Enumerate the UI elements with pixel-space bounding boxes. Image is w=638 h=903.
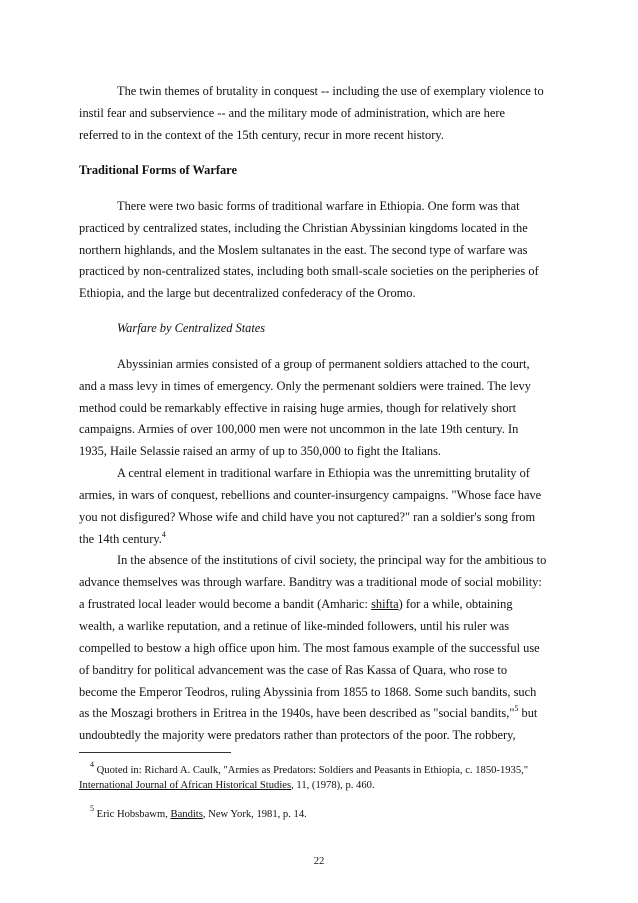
- line-text: the 14th century.: [79, 532, 162, 546]
- paragraph-line: practiced by non-centralized states, including both small-scale societies on the peripheries of: [79, 264, 539, 278]
- footnote-text: , 11, (1978), p. 460.: [291, 780, 375, 791]
- paragraph-line: compelled to bestow a high office upon him. The most famous example of the successful use: [79, 641, 540, 655]
- paragraph-line: instil fear and subservience -- and the military mode of administration, which are here: [79, 106, 505, 120]
- footnote-ref-5[interactable]: 5: [514, 703, 519, 713]
- paragraph-line: [79, 531, 166, 547]
- footnote-4: [90, 760, 529, 778]
- paragraph-line: Abyssinian armies consisted of a group of permanent soldiers attached to the court,: [117, 357, 530, 371]
- paragraph-line: method could be remarkably effective in raising huge armies, though for relatively short: [79, 401, 517, 415]
- term-shifta: shifta: [371, 597, 399, 611]
- journal-title: International Journal of African Historical Studies: [79, 780, 292, 791]
- paragraph-line: campaigns. Armies of over 100,000 men were not uncommon in the late 19th century. In: [79, 422, 519, 436]
- paragraph-line: advance themselves was through warfare. Banditry was a traditional mode of social mobility:: [79, 575, 542, 589]
- paragraph-line: In the absence of the institutions of civil society, the principal way for the ambitious to: [117, 553, 547, 567]
- line-text: as the Moszagi brothers in Eritrea in the 1940s, have been described as "social bandits,": [79, 706, 515, 720]
- footnote-separator: [79, 752, 231, 753]
- paragraph-line: The twin themes of brutality in conquest -- including the use of exemplary violence to: [117, 84, 544, 98]
- paragraph-line: of banditry for political advancement was the case of Ras Kassa of Quara, who rose to: [79, 663, 508, 677]
- paragraph-line: 1935, Haile Selassie raised an army of up to 350,000 to fight the Italians.: [79, 444, 442, 458]
- paragraph-line: and a mass levy in times of emergency. Only the permenant soldiers were trained. The levy: [79, 379, 531, 393]
- paragraph-line: Ethiopia, and the large but decentralized confederacy of the Oromo.: [79, 286, 416, 300]
- line-text: but: [518, 706, 538, 720]
- line-text: ) for a while, obtaining: [398, 597, 513, 611]
- paragraph-line: practiced by centralized states, including the Christian Abyssinian kingdoms located in the: [79, 221, 528, 235]
- paragraph-line: you not disfigured? Whose wife and child have you not captured?" ran a soldier's song from: [79, 510, 536, 524]
- footnote-number: 5: [90, 804, 94, 814]
- footnote-5: [90, 804, 307, 822]
- paragraph-line: undoubtedly the majority were predators rather than protectors of the poor. The robbery,: [79, 728, 516, 742]
- footnote-4-continued: [79, 779, 375, 793]
- paragraph-line: wealth, a warlike reputation, and a retinue of like-minded followers, until his ruler was: [79, 619, 510, 633]
- page-number: 22: [313, 856, 325, 867]
- paragraph-line: There were two basic forms of traditional warfare in Ethiopia. One form was that: [117, 199, 520, 213]
- footnote-text: , New York, 1981, p. 14.: [202, 809, 307, 820]
- paragraph-line: [79, 596, 513, 612]
- subsection-heading: Warfare by Centralized States: [117, 321, 266, 335]
- section-heading: Traditional Forms of Warfare: [79, 163, 237, 177]
- paragraph-line: become the Emperor Teodros, ruling Abyssinia from 1855 to 1868. Some such bandits, such: [79, 685, 537, 699]
- book-title: Bandits: [170, 809, 203, 820]
- line-text: a frustrated local leader would become a bandit (Amharic:: [79, 597, 372, 611]
- footnote-text: Eric Hobsbawm,: [94, 809, 171, 820]
- paragraph-line: [79, 705, 537, 721]
- paragraph-line: referred to in the context of the 15th century, recur in more recent history.: [79, 128, 444, 142]
- paragraph-line: armies, in wars of conquest, rebellions and counter-insurgency campaigns. "Whose face have: [79, 488, 542, 502]
- paragraph-line: A central element in traditional warfare in Ethiopia was the unremitting brutality of: [117, 466, 530, 480]
- footnote-ref-4[interactable]: 4: [161, 529, 166, 539]
- footnote-number: 4: [90, 760, 94, 770]
- footnote-text: Quoted in: Richard A. Caulk, "Armies as Predators: Soldiers and Peasants in Ethiopia, c. 1850-1935,": [94, 765, 529, 776]
- paragraph-line: northern highlands, and the Moslem sultanates in the east. The second type of warfare was: [79, 243, 528, 257]
